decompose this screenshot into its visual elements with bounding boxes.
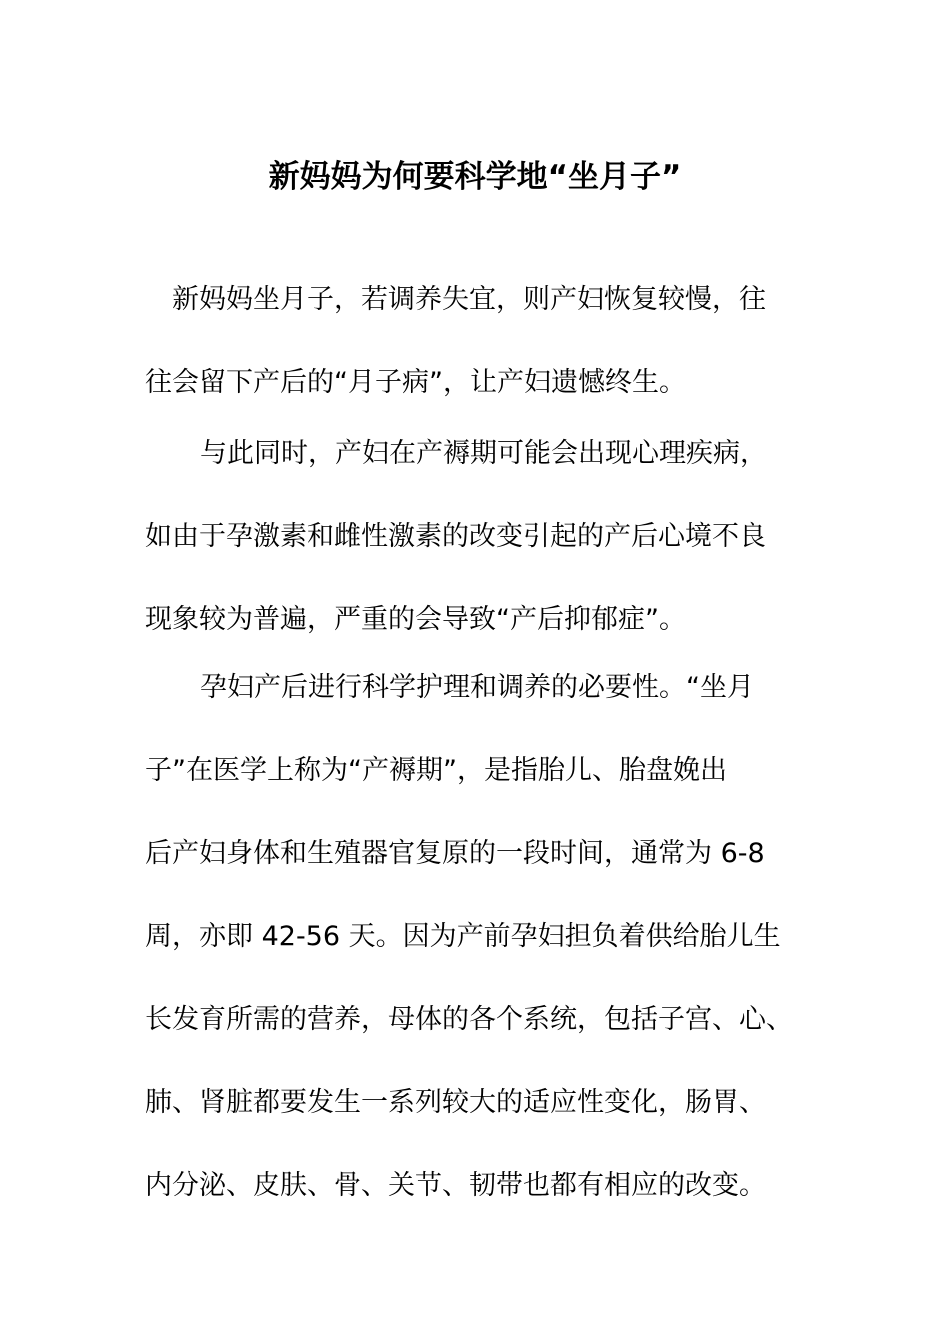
body-line: 肺、肾脏都要发生一系列较大的适应性变化，肠胃、: [145, 1087, 766, 1118]
body-line: 与此同时，产妇在产褥期可能会出现心理疾病，: [200, 438, 767, 469]
body-line: 如由于孕激素和雌性激素的改变引起的产后心境不良: [145, 521, 766, 552]
body-line: 周，亦即 42-56 天。因为产前孕妇担负着供给胎儿生: [145, 921, 781, 952]
body-line: 新妈妈坐月子，若调养失宜，则产妇恢复较慢，往: [172, 284, 766, 315]
body-line: 后产妇身体和生殖器官复原的一段时间，通常为 6-8: [145, 838, 765, 869]
body-line: 子”在医学上称为“产褥期”，是指胎儿、胎盘娩出: [145, 755, 727, 786]
body-line: 长发育所需的营养，母体的各个系统，包括子宫、心、: [145, 1004, 793, 1035]
body-line: 现象较为普遍，严重的会导致“产后抑郁症”。: [145, 604, 686, 635]
document-title: 新妈妈为何要科学地“坐月子”: [268, 159, 682, 195]
body-line: 孕妇产后进行科学护理和调养的必要性。“坐月: [200, 672, 754, 703]
body-line: 内分泌、皮肤、骨、关节、韧带也都有相应的改变。: [145, 1170, 766, 1201]
body-line: 往会留下产后的“月子病”，让产妇遗憾终生。: [145, 367, 686, 398]
